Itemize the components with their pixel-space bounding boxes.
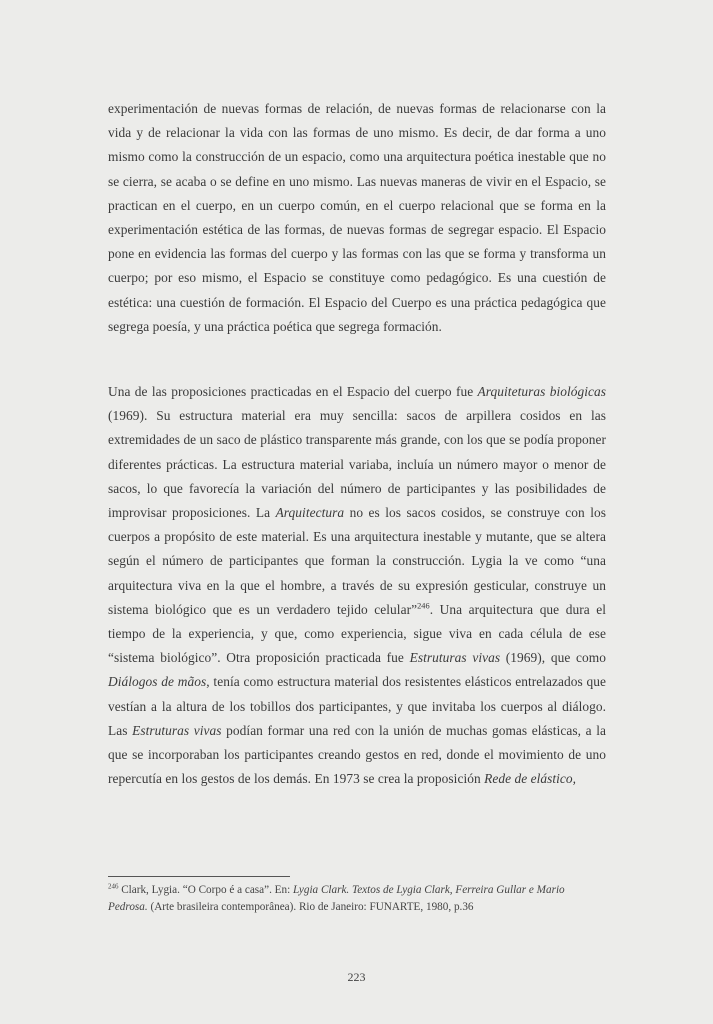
footnote-segment: (Arte brasileira contemporânea). Rio de Janeiro: FUNARTE, 1980, p.36 [147, 900, 474, 913]
title-estruturas-vivas-2: Estruturas vivas [132, 722, 222, 738]
p2-segment: no es los sacos cosidos, se construye con los cuerpos a propósito de este material. Es una arquitectura inestable y mutante, que se altera según el número de participantes que forman la construcción. Lygia la ve como “una arquitectura viva en la que el hombre, a través de su expresión gesticular, construye un sistema biológico que es un verdadero tejido celular” [108, 505, 606, 617]
footnote-title: Lygia Clark. Textos de Lygia Clark, Ferreira Gullar e Mario Pedrosa. [108, 884, 565, 913]
footnote-ref[interactable]: 246 [417, 601, 430, 611]
page-number: 223 [347, 970, 366, 984]
footnote-segment: Clark, Lygia. “O Corpo é a casa”. En: [118, 884, 293, 896]
title-estruturas-vivas: Estruturas vivas [409, 650, 501, 666]
p2-segment: Una de las proposiciones practicadas en el Espacio del cuerpo fue [108, 384, 478, 399]
footnote [108, 882, 606, 915]
paragraph-2-text [108, 380, 606, 791]
p2-segment: , tenía como estructura material dos resistentes elásticos entrelazados que vestían a la altura de los tobillos dos participantes, y que invitaba los cuerpos al diálogo. Las [108, 674, 606, 738]
title-arquitectura: Arquitectura [275, 505, 345, 521]
paragraph-2 [108, 380, 606, 791]
p2-segment: (1969), que como [500, 650, 607, 666]
p2-segment: (1969). Su estructura material era muy sencilla: sacos de arpillera cosidos en las extremidades de un saco de plástico transparente más grande, con los que se podía proponer diferentes prácticas. La estructura material variaba, incluía un número mayor o menor de sacos, lo que favorecía la variación del número de participantes y las posibilidades de improvisar proposiciones. La [108, 408, 606, 521]
title-dialogos-de-maos: Diálogos de mãos [108, 674, 207, 690]
p2-segment: . Una arquitectura que dura el tiempo de la experiencia, y que, como experiencia, sigue viva en cada célula de ese “sistema biológico”. Otra proposición practicada fue [108, 601, 607, 666]
p2-segment: podían formar una red con la unión de muchas gomas elásticas, a la que se incorporaban los participantes creando gestos en red, donde el movimiento de uno repercutía en los gestos de los demás. En 1973 se crea la proposición [108, 722, 606, 787]
paragraph-1-text: experimentación de nuevas formas de relación, de nuevas formas de relacionarse con la vida y de relacionar la vida con las formas de uno mismo. Es decir, de dar forma a uno mismo como la construcción de un espacio, como una arquitectura poética inestable que no se cierra, se acaba o se define en uno mismo. Las nuevas maneras de vivir en el Espacio, se practican en el cuerpo, en un cuerpo común, en el cuerpo relacional que se forma en la experimentación estética de las formas, de nuevas formas de segregar espacio. El Espacio pone en evidencia las formas del cuerpo y las formas con las que se forma y transforma un cuerpo; por eso mismo, el Espacio se constituye como pedagógico. Es una cuestión de estética: una cuestión de formación. El Espacio del Cuerpo es una práctica pedagógica que segrega poesía, y una práctica poética que segrega formación. [108, 101, 606, 334]
footnote-divider [108, 876, 290, 877]
footnote-number: 246 [108, 882, 119, 891]
title-arquiteturas-biologicas: Arquiteturas biológicas [477, 384, 606, 399]
title-rede-de-elastico: Rede de elástico, [484, 771, 577, 787]
paragraph-1 [108, 97, 606, 339]
